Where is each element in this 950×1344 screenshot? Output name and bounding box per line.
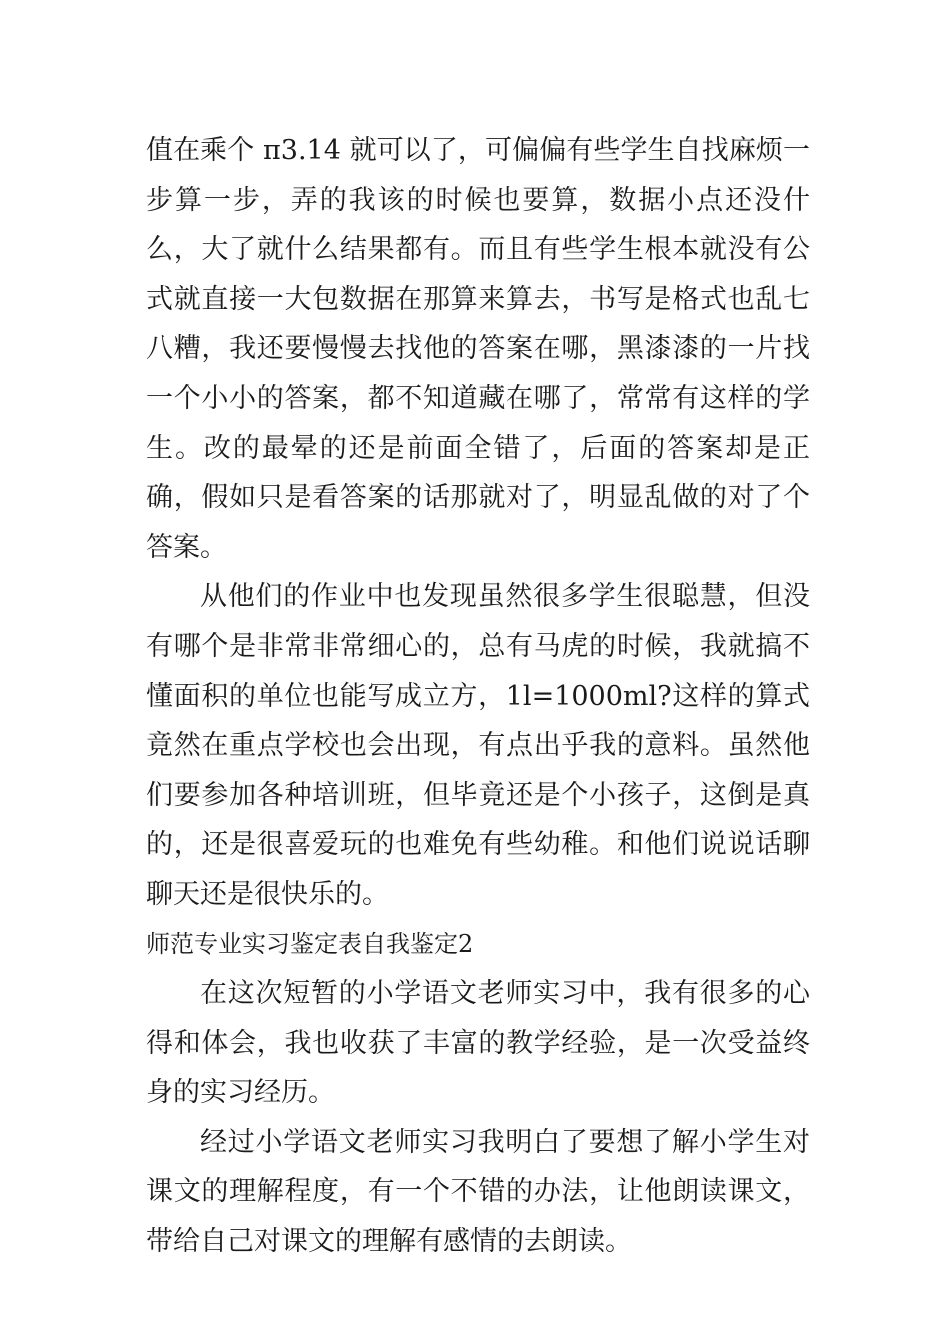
document-body	[146, 126, 810, 1267]
paragraph-continuation: 值在乘个 π3.14 就可以了，可偏偏有些学生自找麻烦一步算一步，弄的我该的时候也要算，数据小点还没什么，大了就什么结果都有。而且有些学生根本就没有公式就直接一大包数据在那算来算去，书写是格式也乱七八糟，我还要慢慢去找他的答案在哪，黑漆漆的一片找一个小小的答案，都不知道藏在哪了，常常有这样的学生。改的最晕的还是前面全错了，后面的答案却是正确，假如只是看答案的话那就对了，明显乱做的对了个答案。	[146, 135, 810, 563]
section-heading: 师范专业实习鉴定表自我鉴定2	[146, 929, 474, 958]
paragraph-reading-method: 经过小学语文老师实习我明白了要想了解小学生对课文的理解程度，有一个不错的办法，让他朗读课文，带给自己对课文的理解有感情的去朗读。	[146, 1126, 810, 1258]
paragraph-homework-observation: 从他们的作业中也发现虽然很多学生很聪慧，但没有哪个是非常非常细心的，总有马虎的时候，我就搞不懂面积的单位也能写成立方，1l=1000ml?这样的算式竟然在重点学校也会出现，有点出乎我的意料。虽然他们要参加各种培训班，但毕竟还是个小孩子，这倒是真的，还是很喜爱玩的也难免有些幼稚。和他们说说话聊聊天还是很快乐的。	[146, 581, 810, 910]
paragraph-internship-summary: 在这次短暂的小学语文老师实习中，我有很多的心得和体会，我也收获了丰富的教学经验，是一次受益终身的实习经历。	[146, 978, 810, 1109]
